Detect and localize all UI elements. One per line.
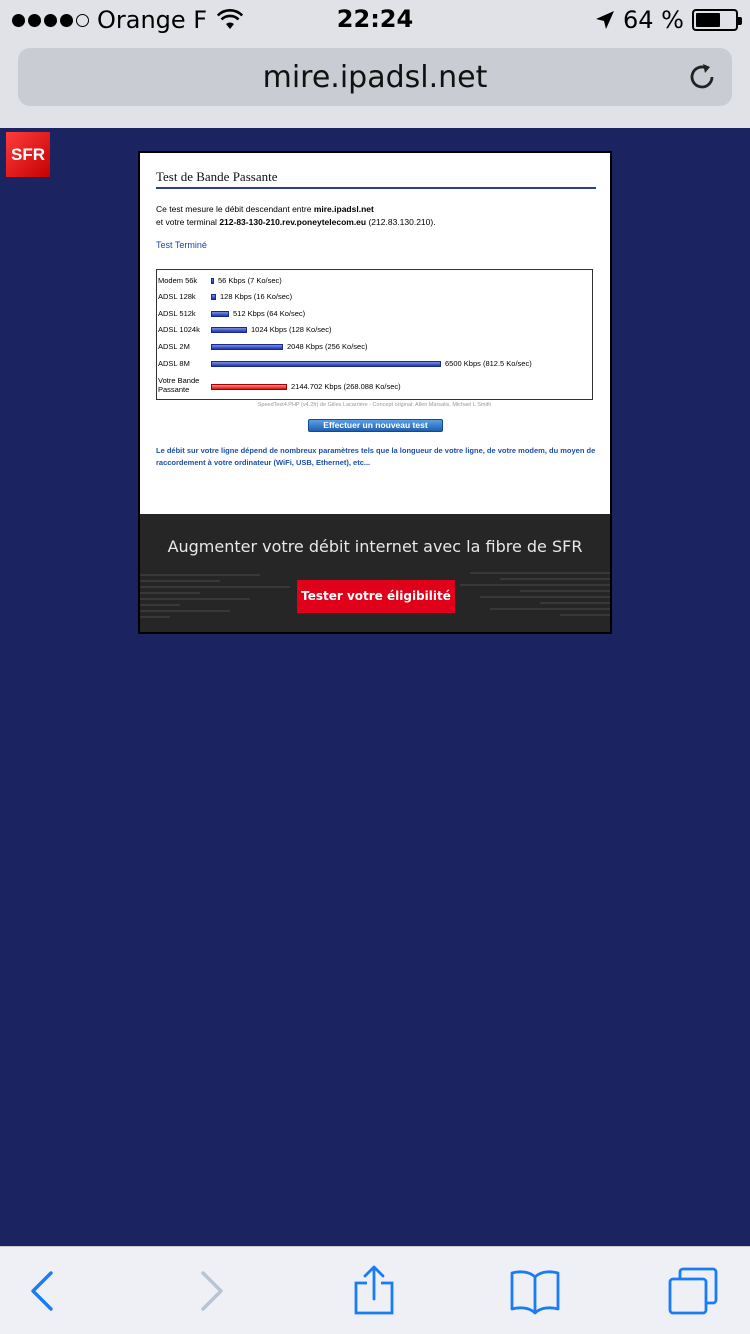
result-value: 2048 Kbps (256 Ko/sec) [287, 342, 368, 351]
result-label: ADSL 1024k [158, 325, 200, 334]
result-bar [211, 344, 283, 350]
tabs-icon[interactable] [667, 1265, 719, 1317]
result-value: 128 Kbps (16 Ko/sec) [220, 292, 293, 301]
result-label: ADSL 128k [158, 292, 196, 301]
note-text: Le débit sur votre ligne dépend de nombreux paramètres tels que la longueur de votre ligne, de votre modem, du moyen de raccordement à votre ordinateur (WiFi, USB, Ethernet), etc... [156, 446, 596, 467]
result-label: ADSL 512k [158, 309, 196, 318]
promo-text: Augmenter votre débit internet avec la fibre de SFR [167, 537, 583, 556]
results-table [156, 269, 593, 400]
result-value: 2144.702 Kbps (268.088 Ko/sec) [291, 382, 401, 391]
result-bar [211, 361, 441, 367]
your-bandwidth-bar [211, 384, 287, 390]
result-bar [211, 327, 247, 333]
url-text[interactable]: mire.ipadsl.net [262, 60, 488, 95]
carrier-name: Orange F [97, 6, 208, 34]
reload-icon[interactable] [686, 61, 718, 93]
address-bar[interactable] [18, 48, 732, 106]
result-label: Modem 56k [158, 276, 198, 285]
new-test-button[interactable]: Effectuer un nouveau test [308, 419, 443, 432]
forward-icon [185, 1265, 237, 1317]
battery-icon [692, 9, 738, 31]
eligibility-button[interactable]: Tester votre éligibilité [297, 580, 455, 613]
battery-percent: 64 % [623, 6, 684, 34]
result-label: ADSL 8M [158, 359, 190, 368]
result-value: 1024 Kbps (128 Ko/sec) [251, 325, 332, 334]
speedtest-frame [138, 151, 612, 634]
browser-chrome [0, 40, 750, 128]
result-bar [211, 311, 229, 317]
location-arrow-icon [595, 10, 615, 30]
result-value: 512 Kbps (64 Ko/sec) [233, 309, 306, 318]
test-status: Test Terminé [156, 240, 207, 250]
status-bar [0, 0, 750, 40]
page-title: Test de Bande Passante [156, 169, 596, 189]
result-label: ADSL 2M [158, 342, 190, 351]
result-row [157, 339, 592, 355]
result-row [157, 306, 592, 322]
result-row [157, 374, 592, 394]
result-row [157, 356, 592, 372]
sfr-logo[interactable]: SFR [6, 132, 50, 177]
desc-text: Ce test mesure le débit descendant entre [156, 204, 314, 214]
result-row [157, 289, 592, 305]
browser-toolbar [0, 1246, 750, 1334]
credit-text: SpeedTest4.PHP (v4.2fr) de Gilles Lacarrière - Concept original: Allen Marsalis, Michael L Smith [257, 402, 492, 408]
result-value: 56 Kbps (7 Ko/sec) [218, 276, 282, 285]
result-label: Votre Bande Passante [158, 376, 200, 394]
battery-fill [696, 13, 720, 27]
status-right [595, 6, 738, 34]
desc-terminal: 212-83-130-210.rev.poneytelecom.eu [219, 217, 367, 227]
back-icon[interactable] [17, 1265, 69, 1317]
result-bar [211, 294, 216, 300]
result-value: 6500 Kbps (812.5 Ko/sec) [445, 359, 532, 368]
desc-text: et votre terminal [156, 217, 220, 227]
clock: 22:24 [336, 5, 414, 33]
result-bar [211, 278, 214, 284]
desc-host: mire.ipadsl.net [313, 204, 374, 214]
test-description [156, 203, 594, 229]
result-row [157, 322, 592, 338]
share-icon[interactable] [348, 1265, 400, 1317]
bookmarks-icon[interactable] [509, 1265, 561, 1317]
result-row [157, 273, 592, 289]
desc-ip: (212.83.130.210). [366, 217, 436, 227]
promo-banner [140, 514, 610, 632]
